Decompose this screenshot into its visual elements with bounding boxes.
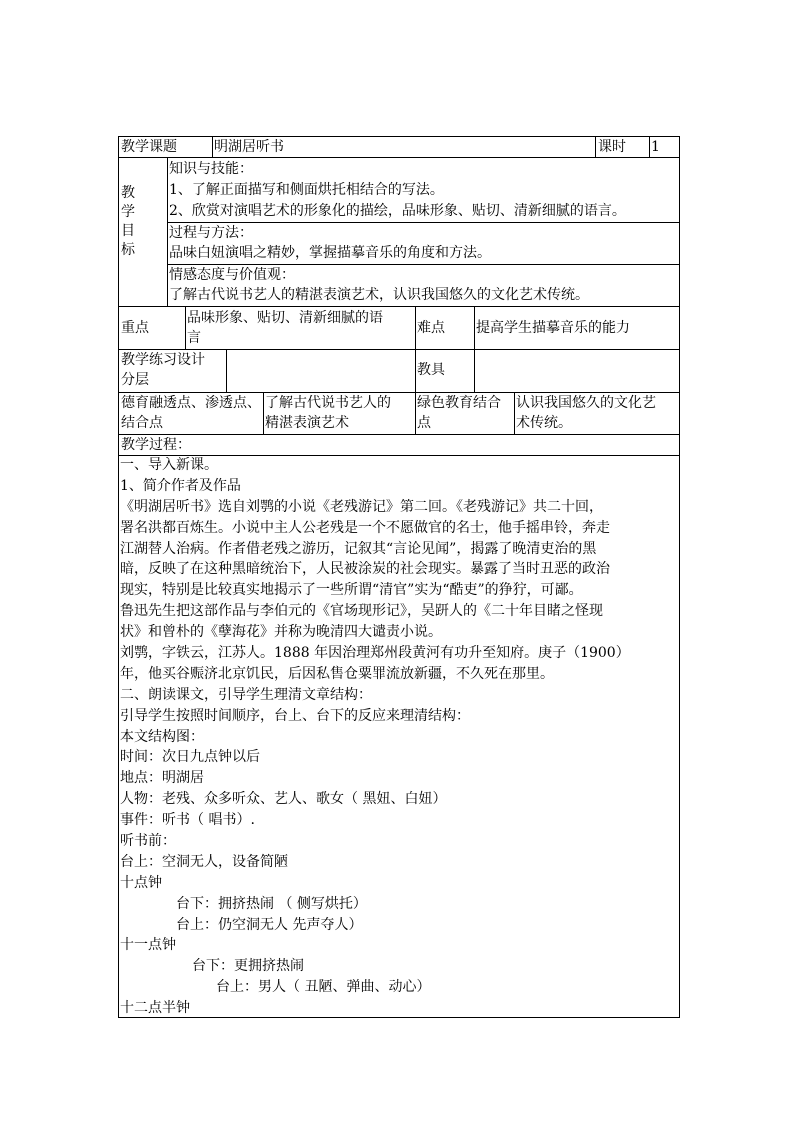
process-line: 《明湖居听书》选自刘鹗的小说《老残游记》第二回。《老残游记》共二十回，	[120, 498, 603, 515]
period-value: 1	[651, 139, 660, 155]
moral-label-line2: 结合点	[121, 415, 163, 431]
process-line: 现实，特别是比较真实地揭示了一些所谓“清官”实为“酷吏”的狰狞，可鄙。	[120, 582, 583, 599]
process-section-title: 教学过程：	[121, 437, 191, 453]
moral-value-line1: 了解古代说书艺人的	[265, 395, 391, 411]
difficulty-text: 提高学生描摹音乐的能力	[476, 320, 630, 336]
process-line: 鲁迅先生把这部作品与李伯元的《官场现形记》，吴趼人的《二十年目睹之怪现	[120, 603, 603, 620]
period-label: 课时	[598, 139, 626, 155]
process-line: 听书前：	[120, 833, 176, 850]
objectives-label-char: 教	[121, 185, 135, 201]
emotion-text: 了解古代说书艺人的精湛表演艺术，认识我国悠久的文化艺术传统。	[169, 287, 589, 303]
process-line: 暗，反映了在这种黑暗统治下，人民被涂炭的社会现实。暴露了当时丑恶的政治	[120, 561, 610, 578]
process-line: 状》和曾朴的《孽海花》并称为晚清四大谴责小说。	[120, 624, 442, 641]
green-label-line1: 绿色教育结合	[417, 395, 501, 411]
process-line: 一、导入新课。	[120, 457, 218, 473]
process-line: 十点钟	[120, 874, 162, 891]
moral-label-line1: 德育融透点、渗透点、	[121, 395, 261, 411]
process-line: 年，他买谷赈济北京饥民，后因私售仓粟罪流放新疆，不久死在那里。	[120, 665, 554, 682]
practice-label-line2: 分层	[121, 372, 149, 388]
process-body	[120, 455, 680, 1019]
process-line: 十一点钟	[120, 937, 176, 954]
course-label: 教学课题	[121, 139, 177, 155]
process-line: 引导学生按照时间顺序，台上、台下的反应来理清结构：	[120, 707, 470, 724]
process-text: 品味白妞演唱之精妙，掌握描摹音乐的角度和方法。	[169, 245, 491, 261]
difficulty-label: 难点	[417, 320, 445, 336]
process-line: 刘鹗，字铁云，江苏人。1888 年因治理郑州段黄河有功升至知府。庚子（1900）	[120, 645, 630, 662]
emotion-title: 情感态度与价值观：	[169, 267, 295, 283]
process-line: 江湖替人治病。作者借老残之游历，记叙其“言论见闻”，揭露了晚清吏治的黑	[120, 540, 597, 557]
objectives-label	[121, 184, 165, 260]
green-label-line2: 点	[417, 415, 431, 431]
process-line: 署名洪都百炼生。小说中主人公老残是一个不愿做官的名士，他手摇串铃，奔走	[120, 519, 610, 536]
green-value-line1: 认识我国悠久的文化艺	[516, 395, 656, 411]
objectives-label-char: 学	[121, 204, 135, 220]
process-line: 事件：听书（ 唱书）.	[120, 812, 255, 829]
process-line: 十二点半钟	[120, 1000, 190, 1017]
tools-label: 教具	[417, 362, 445, 378]
process-line: 台上：男人（ 丑陋、弹曲、动心）	[216, 979, 431, 996]
process-line: 台上：空洞无人，设备简陋	[120, 853, 288, 870]
objectives-label-char: 目	[121, 223, 135, 239]
moral-value-line2: 精湛表演艺术	[265, 415, 349, 431]
practice-label-line1: 教学练习设计	[121, 352, 205, 368]
knowledge-item-1: 1、了解正面描写和侧面烘托相结合的写法。	[169, 182, 444, 198]
process-line: 人物：老残、众多听众、艺人、歌女（ 黑妞、白妞）	[120, 791, 447, 808]
green-value-line2: 术传统。	[516, 415, 572, 431]
key-point-label: 重点	[121, 320, 149, 336]
knowledge-title: 知识与技能：	[169, 161, 253, 177]
objectives-label-char: 标	[121, 242, 135, 258]
course-title: 明湖居听书	[214, 139, 284, 155]
process-line: 时间：次日九点钟以后	[120, 749, 260, 766]
process-line: 台下：拥挤热闹 （ 侧写烘托）	[176, 895, 367, 912]
process-line: 本文结构图：	[120, 728, 204, 745]
process-line: 1、简介作者及作品	[120, 477, 241, 494]
key-point-text-line2: 言	[187, 330, 201, 346]
process-line: 二、朗读课文，引导学生理清文章结构：	[120, 686, 372, 703]
process-line: 台下：更拥挤热闹	[192, 958, 304, 975]
process-title: 过程与方法：	[169, 225, 253, 241]
process-line: 台上：仍空洞无人 先声夺人）	[176, 916, 363, 933]
key-point-text-line1: 品味形象、贴切、清新细腻的语	[187, 310, 383, 326]
knowledge-item-2: 2、欣赏对演唱艺术的形象化的描绘，品味形象、贴切、清新细腻的语言。	[169, 203, 626, 219]
process-line: 地点：明湖居	[120, 770, 204, 787]
